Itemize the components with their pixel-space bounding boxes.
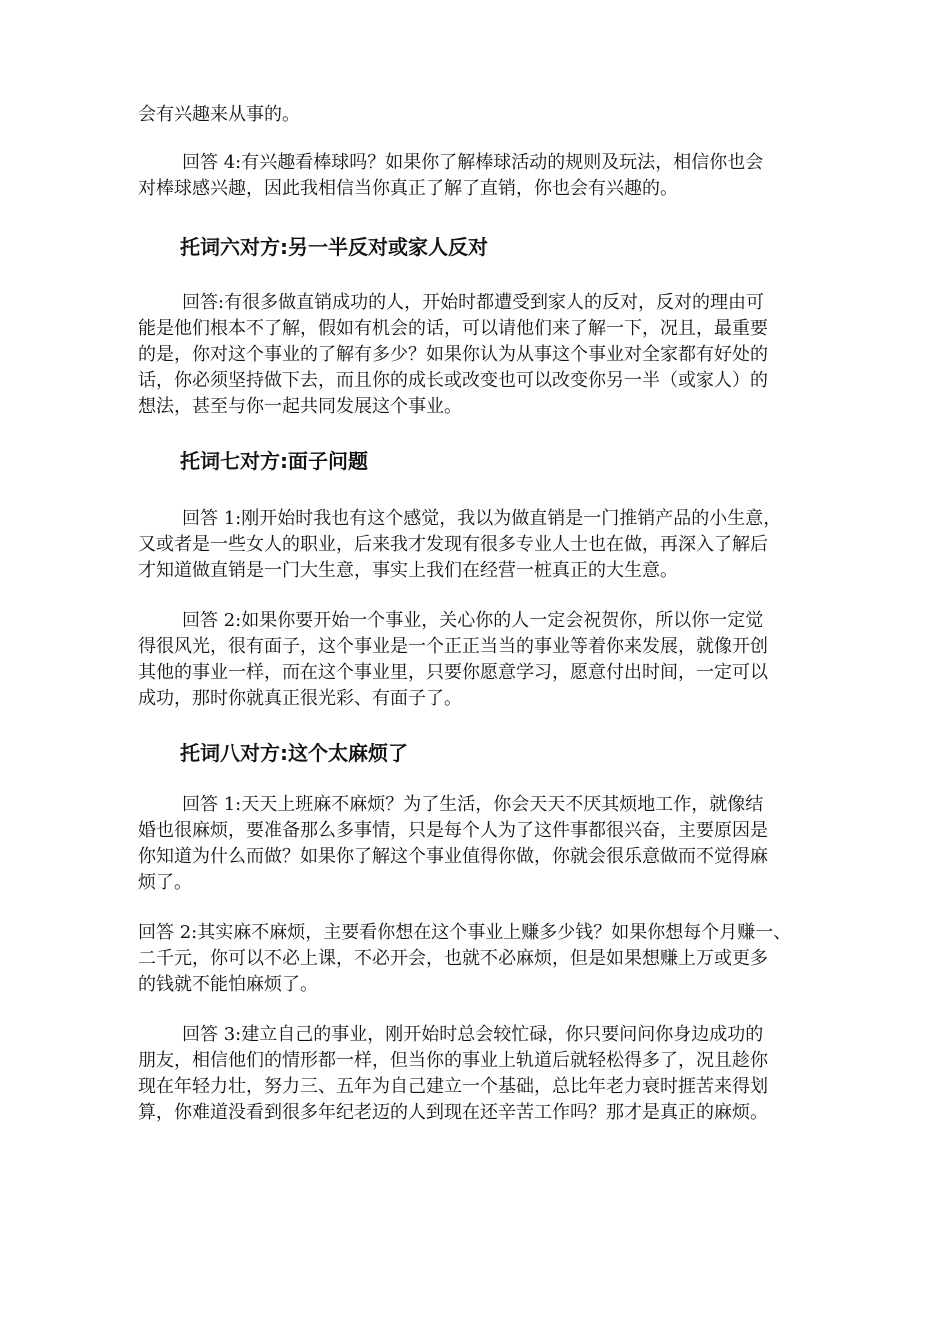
text-line: 话，你必须坚持做下去，而且你的成长或改变也可以改变你另一半（或家人）的 bbox=[138, 370, 768, 391]
paragraph-answer-excuse-8-2 bbox=[138, 920, 828, 998]
text-line: 你知道为什么而做？如果你了解这个事业值得你做，你就会很乐意做而不觉得麻 bbox=[138, 846, 768, 867]
paragraph-answer-excuse-7-2 bbox=[138, 608, 828, 712]
text-line: 才知道做直销是一门大生意，事实上我们在经营一桩真正的大生意。 bbox=[138, 560, 678, 581]
text-line: 婚也很麻烦，要准备那么多事情，只是每个人为了这件事都很兴奋，主要原因是 bbox=[138, 820, 768, 841]
text-line: 回答 4:有兴趣看棒球吗？如果你了解棒球活动的规则及玩法，相信你也会 bbox=[182, 152, 764, 173]
heading-excuse-7: 托词七对方:面子问题 bbox=[180, 449, 368, 473]
text-line: 对棒球感兴趣，因此我相信当你真正了解了直销，你也会有兴趣的。 bbox=[138, 178, 678, 199]
heading-excuse-6: 托词六对方:另一半反对或家人反对 bbox=[180, 235, 488, 259]
text-line: 又或者是一些女人的职业，后来我才发现有很多专业人士也在做，再深入了解后 bbox=[138, 534, 768, 555]
text-line: 烦了。 bbox=[138, 872, 192, 893]
text-line: 二千元，你可以不必上课，不必开会，也就不必麻烦，但是如果想赚上万或更多 bbox=[138, 948, 768, 969]
paragraph-continuation bbox=[138, 102, 828, 128]
text-line: 算，你难道没看到很多年纪老迈的人到现在还辛苦工作吗？那才是真正的麻烦。 bbox=[138, 1102, 768, 1123]
text-line: 回答 1:刚开始时我也有这个感觉，我以为做直销是一门推销产品的小生意， bbox=[182, 508, 782, 529]
paragraph-answer-excuse-8-1 bbox=[138, 792, 828, 896]
text-line: 的钱就不能怕麻烦了。 bbox=[138, 974, 318, 995]
paragraph-answer-excuse-8-3 bbox=[138, 1022, 828, 1126]
text-line: 回答:有很多做直销成功的人，开始时都遭受到家人的反对，反对的理由可 bbox=[182, 292, 765, 313]
text-line: 朋友，相信他们的情形都一样，但当你的事业上轨道后就轻松得多了，况且趁你 bbox=[138, 1050, 768, 1071]
document-page bbox=[138, 102, 828, 1126]
paragraph-answer-4 bbox=[138, 150, 828, 202]
text-line: 的是，你对这个事业的了解有多少？如果你认为从事这个事业对全家都有好处的 bbox=[138, 344, 768, 365]
paragraph-answer-excuse-6 bbox=[138, 290, 828, 420]
text-line: 能是他们根本不了解，假如有机会的话，可以请他们来了解一下，况且，最重要 bbox=[138, 318, 768, 339]
text-line: 其他的事业一样，而在这个事业里，只要你愿意学习，愿意付出时间，一定可以 bbox=[138, 662, 768, 683]
paragraph-answer-excuse-7-1 bbox=[138, 506, 828, 584]
text-line: 回答 3:建立自己的事业，刚开始时总会较忙碌，你只要问问你身边成功的 bbox=[182, 1024, 764, 1045]
text-line: 现在年轻力壮，努力三、五年为自己建立一个基础，总比年老力衰时捱苦来得划 bbox=[138, 1076, 768, 1097]
text-line: 回答 1:天天上班麻不麻烦？为了生活，你会天天不厌其烦地工作，就像结 bbox=[182, 794, 764, 815]
text-line: 想法，甚至与你一起共同发展这个事业。 bbox=[138, 396, 462, 417]
text-line: 会有兴趣来从事的。 bbox=[138, 104, 300, 125]
heading-excuse-8: 托词八对方:这个太麻烦了 bbox=[180, 741, 408, 765]
text-line: 回答 2:如果你要开始一个事业，关心你的人一定会祝贺你，所以你一定觉 bbox=[182, 610, 764, 631]
text-line: 回答 2:其实麻不麻烦，主要看你想在这个事业上赚多少钱？如果你想每个月赚一、 bbox=[138, 922, 792, 943]
text-line: 成功，那时你就真正很光彩、有面子了。 bbox=[138, 688, 462, 709]
text-line: 得很风光，很有面子，这个事业是一个正正当当的事业等着你来发展，就像开创 bbox=[138, 636, 768, 657]
